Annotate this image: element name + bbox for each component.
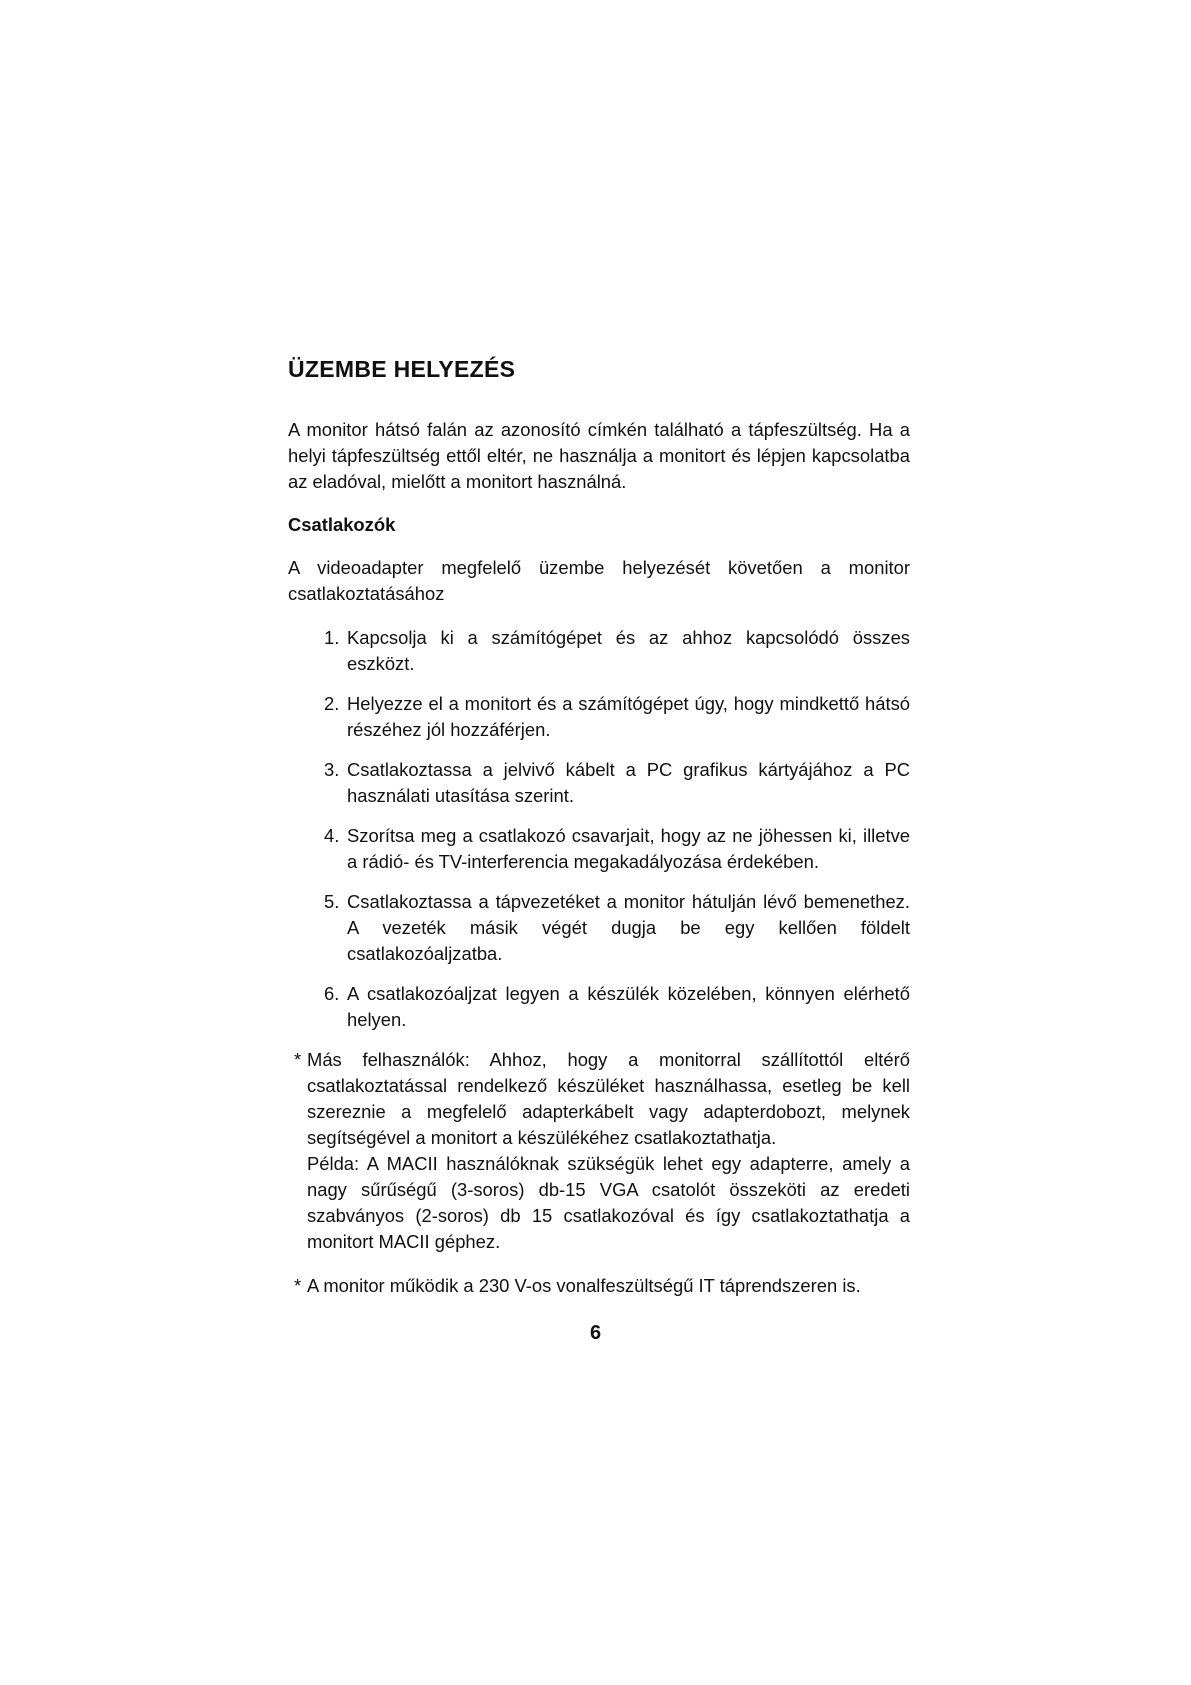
page-title: ÜZEMBE HELYEZÉS [288, 356, 516, 382]
step-number: 2. [324, 693, 340, 714]
list-item [288, 889, 910, 967]
step-text: Csatlakoztassa a jelvivő kábelt a PC grafikus kártyájához a PC használati utasítása szerint. [347, 759, 910, 806]
step-text: A csatlakozóaljzat legyen a készülék közelében, könnyen elérhető helyen. [347, 983, 910, 1030]
step-text: Csatlakoztassa a tápvezetéket a monitor hátulján lévő bemenethez. A vezeték másik végét dugja be egy kellően földelt csatlakozóaljzatba. [347, 891, 910, 964]
note-it-power [288, 1273, 910, 1299]
step-text: Kapcsolja ki a számítógépet és az ahhoz kapcsolódó összes eszközt. [347, 627, 910, 674]
note-example: Példa: A MACII használóknak szükségük lehet egy adapterre, amely a nagy sűrűségű (3-soros) db-15 VGA csatolót összeköti az eredeti szabványos (2-soros) db 15 csatlakozóval és így csatlakoztathatja a monitort MACII géphez. [307, 1153, 910, 1252]
list-item [288, 625, 910, 677]
list-item [288, 981, 910, 1033]
section-intro-paragraph: A videoadapter megfelelő üzembe helyezését követően a monitor csatlakoztatásához [288, 557, 910, 604]
intro-paragraph: A monitor hátsó falán az azonosító címkén található a tápfeszültség. Ha a helyi tápfeszültség ettől eltér, ne használja a monitort és lépjen kapcsolatba az eladóval, mielőtt a monitort használná. [288, 419, 910, 492]
note-other-users [288, 1047, 910, 1255]
note-text: Más felhasználók: Ahhoz, hogy a monitorral szállítottól eltérő csatlakoztatással rendelkező készüléket használhassa, esetleg be kell szereznie a megfelelő adapterkábelt vagy adapterdobozt, melynek segítségével a monitort a készülékéhez csatlakoztathatja. [307, 1049, 910, 1148]
list-item [288, 691, 910, 743]
step-number: 5. [324, 891, 340, 912]
steps-list [288, 625, 910, 1033]
step-text: Helyezze el a monitort és a számítógépet úgy, hogy mindkettő hátsó részéhez jól hozzáférjen. [347, 693, 910, 740]
step-number: 3. [324, 759, 340, 780]
note-marker: * [294, 1049, 302, 1070]
step-number: 1. [324, 627, 340, 648]
step-text: Szorítsa meg a csatlakozó csavarjait, hogy az ne jöhessen ki, illetve a rádió- és TV-interferencia megakadályozása érdekében. [347, 825, 910, 872]
page-number: 6 [589, 1322, 602, 1344]
step-number: 4. [324, 825, 340, 846]
section-title: Csatlakozók [288, 514, 396, 535]
document-page [288, 355, 910, 1317]
step-number: 6. [324, 983, 340, 1004]
note-marker: * [294, 1275, 302, 1296]
list-item [288, 823, 910, 875]
list-item [288, 757, 910, 809]
note-text: A monitor működik a 230 V-os vonalfeszültségű IT táprendszeren is. [307, 1275, 861, 1296]
